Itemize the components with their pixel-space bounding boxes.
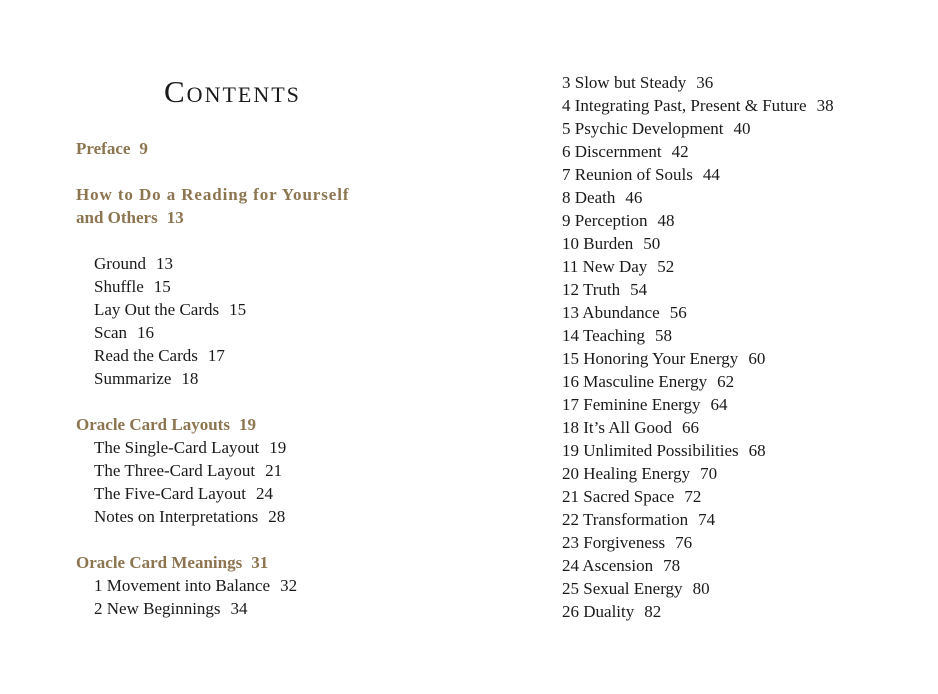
toc-page-number: 60 (748, 349, 766, 368)
toc-item[interactable] (76, 482, 406, 505)
contents-right-column (562, 71, 902, 623)
toc-item-label: 9 Perception (562, 211, 648, 230)
meaning-items (76, 574, 406, 620)
toc-item[interactable] (562, 416, 902, 439)
toc-page-number: 13 (166, 208, 184, 227)
toc-item[interactable] (562, 117, 902, 140)
toc-item[interactable] (76, 436, 406, 459)
toc-page-number: 78 (663, 556, 681, 575)
toc-item[interactable] (562, 71, 902, 94)
toc-item-label: 17 Feminine Energy (562, 395, 701, 414)
toc-page-number: 15 (153, 277, 171, 296)
toc-page-number: 68 (748, 441, 766, 460)
toc-heading-how-to-line1[interactable] (76, 183, 406, 206)
toc-item[interactable] (562, 186, 902, 209)
toc-item[interactable] (76, 459, 406, 482)
toc-item[interactable] (562, 370, 902, 393)
toc-item-label: 10 Burden (562, 234, 634, 253)
toc-item[interactable] (562, 301, 902, 324)
toc-item-label: Lay Out the Cards (94, 300, 220, 319)
toc-page-number: 64 (710, 395, 728, 414)
toc-item[interactable] (562, 577, 902, 600)
toc-item[interactable] (562, 531, 902, 554)
toc-item-label: Read the Cards (94, 346, 198, 365)
toc-item-label: 8 Death (562, 188, 616, 207)
toc-item-label: 12 Truth (562, 280, 621, 299)
toc-heading-label: How to Do a Reading for Yourself (76, 185, 350, 204)
how-to-items (76, 252, 406, 390)
toc-heading-preface[interactable] (76, 137, 406, 160)
toc-item[interactable] (562, 439, 902, 462)
toc-item-label: 24 Ascension (562, 556, 654, 575)
toc-page-number: 31 (251, 553, 269, 572)
toc-item-label: Shuffle (94, 277, 144, 296)
toc-page-number: 58 (655, 326, 672, 345)
toc-heading-label: and Others (76, 208, 158, 227)
toc-item[interactable] (562, 232, 902, 255)
toc-page-number: 80 (692, 579, 710, 598)
toc-page-number: 44 (702, 165, 720, 184)
toc-page-number: 16 (137, 323, 155, 342)
toc-item[interactable] (562, 462, 902, 485)
page-title: Contents (164, 74, 301, 109)
toc-item-label: 22 Transformation (562, 510, 689, 529)
toc-item[interactable] (562, 278, 902, 301)
toc-item[interactable] (562, 508, 902, 531)
toc-item[interactable] (76, 505, 406, 528)
toc-item-label: The Single-Card Layout (94, 438, 260, 457)
toc-item[interactable] (562, 485, 902, 508)
layout-items (76, 436, 406, 528)
toc-item-label: 2 New Beginnings (94, 599, 221, 618)
toc-item[interactable] (76, 367, 406, 390)
toc-item-label: 23 Forgiveness (562, 533, 666, 552)
toc-page-number: 82 (644, 602, 662, 621)
toc-item-label: 13 Abundance (562, 303, 660, 322)
toc-page-number: 13 (155, 254, 173, 273)
toc-page-number: 15 (229, 300, 247, 319)
toc-page-number: 9 (139, 139, 148, 158)
toc-page-number: 50 (643, 234, 661, 253)
toc-page-number: 32 (280, 576, 298, 595)
toc-heading-label: Oracle Card Layouts (76, 415, 230, 434)
toc-page-number: 38 (816, 96, 834, 115)
toc-page-number: 74 (698, 510, 716, 529)
toc-item-label: 6 Discernment (562, 142, 662, 161)
toc-item[interactable] (562, 209, 902, 232)
toc-page-number: 19 (269, 438, 287, 457)
toc-page-number: 56 (669, 303, 687, 322)
toc-page-number: 34 (230, 599, 248, 618)
toc-item[interactable] (562, 163, 902, 186)
toc-item-label: 19 Unlimited Possibilities (562, 441, 739, 460)
toc-item[interactable] (562, 393, 902, 416)
toc-page-number: 52 (657, 257, 675, 276)
toc-item-label: 25 Sexual Energy (562, 579, 683, 598)
toc-item-label: 16 Masculine Energy (562, 372, 708, 391)
toc-item-label: 4 Integrating Past, Present & Future (562, 96, 807, 115)
toc-item-label: 21 Sacred Space (562, 487, 675, 506)
toc-page-number: 62 (717, 372, 735, 391)
toc-page-number: 72 (684, 487, 702, 506)
toc-page-number: 70 (700, 464, 718, 483)
toc-item-label: The Five-Card Layout (94, 484, 247, 503)
toc-heading-how-to-line2[interactable] (76, 206, 406, 229)
toc-page-number: 24 (256, 484, 274, 503)
toc-item[interactable] (562, 600, 902, 623)
toc-page-number: 36 (696, 73, 714, 92)
toc-item[interactable] (76, 252, 406, 275)
toc-item[interactable] (562, 255, 902, 278)
toc-item[interactable] (76, 275, 406, 298)
toc-item-label: 7 Reunion of Souls (562, 165, 693, 184)
toc-item-label: The Three-Card Layout (94, 461, 256, 480)
toc-page-number: 40 (733, 119, 751, 138)
toc-item[interactable] (562, 94, 902, 117)
toc-item-label: 11 New Day (562, 257, 648, 276)
toc-item[interactable] (76, 597, 406, 620)
toc-page-number: 21 (265, 461, 283, 480)
toc-item[interactable] (562, 324, 902, 347)
toc-item-label: 18 It’s All Good (562, 418, 673, 437)
toc-heading-meanings[interactable] (76, 551, 406, 574)
toc-item[interactable] (562, 347, 902, 370)
toc-page-number: 42 (671, 142, 689, 161)
toc-heading-layouts[interactable] (76, 413, 406, 436)
toc-item-label: 1 Movement into Balance (94, 576, 271, 595)
toc-item[interactable] (76, 321, 406, 344)
toc-item-label: Notes on Interpretations (94, 507, 259, 526)
toc-page-number: 28 (268, 507, 286, 526)
contents-left-column (76, 137, 406, 620)
toc-heading-label: Oracle Card Meanings (76, 553, 243, 572)
toc-page-number: 18 (181, 369, 199, 388)
toc-item-label: Ground (94, 254, 146, 273)
toc-item[interactable] (76, 344, 406, 367)
toc-item-label: 3 Slow but Steady (562, 73, 687, 92)
toc-page-number: 19 (238, 415, 256, 434)
toc-item[interactable] (76, 298, 406, 321)
toc-item-label: 20 Healing Energy (562, 464, 691, 483)
toc-item-label: 26 Duality (562, 602, 635, 621)
toc-page-number: 54 (630, 280, 648, 299)
toc-page-number: 17 (207, 346, 225, 365)
toc-page-number: 46 (625, 188, 643, 207)
toc-page-number: 66 (682, 418, 700, 437)
toc-item-label: 5 Psychic Development (562, 119, 724, 138)
toc-heading-label: Preface (76, 139, 131, 158)
toc-item[interactable] (562, 140, 902, 163)
toc-item[interactable] (562, 554, 902, 577)
toc-page-number: 48 (657, 211, 675, 230)
toc-item-label: Scan (94, 323, 128, 342)
toc-item-label: Summarize (94, 369, 172, 388)
toc-page-number: 76 (675, 533, 693, 552)
toc-item[interactable] (76, 574, 406, 597)
toc-item-label: 14 Teaching (562, 326, 645, 345)
toc-item-label: 15 Honoring Your Energy (562, 349, 739, 368)
